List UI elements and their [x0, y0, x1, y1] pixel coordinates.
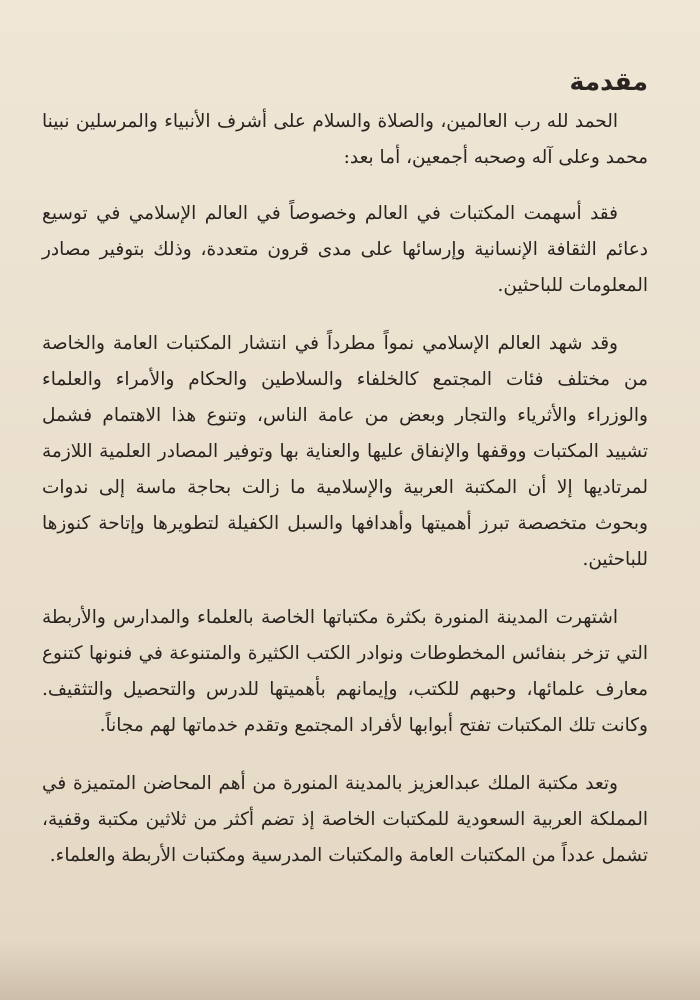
paragraph-3: وقد شهد العالم الإسلامي نمواً مطرداً في انتشار المكتبات العامة والخاصة من مختلف فئات المجتمع كالخلفاء والسلاطين والحكام والأمراء والعلماء والوزراء والأثرياء والتجار وبعض من عامة الناس، وتنوع هذا الاهتمام فشمل تشييد المكتبات ووقفها والإنفاق عليها والعناية بها وتوفير المصادر العلمية اللازمة لمرتاديها إلا أن المكتبة العربية والإسلامية ما زالت بحاجة ماسة إلى ندوات وبحوث متخصصة تبرز أهميتها وأهدافها والسبل الكفيلة لتطويرها وإتاحة كنوزها للباحثين. — [42, 333, 648, 570]
paragraph-5: وتعد مكتبة الملك عبدالعزيز بالمدينة المنورة من أهم المحاضن المتميزة في المملكة العربية السعودية للمكتبات الخاصة إذ تضم أكثر من ثلاثين مكتبة وقفية، تشمل عدداً من المكتبات العامة والمكتبات المدرسية ومكتبات الأربطة والعلماء. — [42, 773, 648, 866]
page-title: مقدمة — [569, 67, 648, 96]
page-content — [42, 62, 648, 896]
paragraph-4: اشتهرت المدينة المنورة بكثرة مكتباتها الخاصة بالعلماء والمدارس والأربطة التي تزخر بنفائس المخطوطات ونوادر الكتب الكثيرة والمتنوعة في فنونها كتنوع معارف علمائها، وحبهم للكتب، وإيمانهم بأهميتها للدرس والتحصيل والتثقيف. وكانت تلك المكتبات تفتح أبوابها لأفراد المجتمع وتقدم خدماتها لهم مجاناً. — [42, 607, 648, 736]
paragraph-2: فقد أسهمت المكتبات في العالم وخصوصاً في العالم الإسلامي في توسيع دعائم الثقافة الإنسانية وإرسائها على مدى قرون متعددة، وذلك بتوفير مصادر المعلومات للباحثين. — [42, 203, 648, 296]
page-shadow — [0, 940, 700, 1000]
paragraph-1: الحمد لله رب العالمين، والصلاة والسلام على أشرف الأنبياء والمرسلين نبينا محمد وعلى آله وصحبه أجمعين، أما بعد: — [42, 111, 648, 168]
